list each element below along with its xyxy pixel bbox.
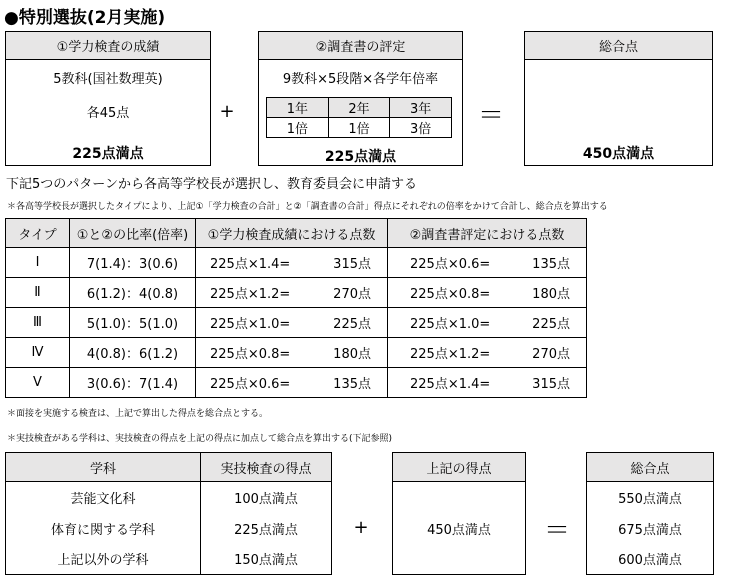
practical-score-cell: 150点満点	[201, 544, 332, 575]
academic-subjects-text: 5教科(国社数理英)	[53, 72, 163, 87]
grid-year-3: 3年	[390, 98, 452, 118]
calc-text: 225点×0.8=	[210, 347, 291, 362]
type-cell: Ⅴ	[6, 368, 70, 398]
table-row	[6, 248, 587, 278]
academic-score-cell	[196, 248, 388, 278]
academic-score-cell	[196, 368, 388, 398]
table-row	[6, 544, 332, 575]
academic-total-text: 225点満点	[72, 146, 144, 162]
score-text: 270点	[532, 347, 570, 362]
intro-text: 下記5つのパターンから各高等学校長が選択し、教育委員会に申請する	[6, 177, 418, 192]
above-score-table	[392, 452, 526, 575]
report-card-header: ②調査書の評定	[259, 32, 462, 60]
report-score-cell	[388, 308, 587, 338]
calc-text: 225点×0.8=	[410, 287, 491, 302]
score-text: 135点	[333, 377, 371, 392]
academic-test-header: ①学力検査の成績	[6, 32, 210, 60]
ratio-cell: 4(0.8)：6(1.2)	[70, 338, 196, 368]
plus-sign-lower: +	[353, 517, 369, 538]
ratio-header: ①と②の比率(倍率)	[70, 219, 196, 248]
calc-text: 225点×1.4=	[410, 377, 491, 392]
score-text: 225点	[532, 317, 570, 332]
report-score-header: ②調査書評定における点数	[388, 219, 587, 248]
table-row	[587, 482, 714, 513]
calc-text: 225点×1.0=	[210, 317, 291, 332]
report-score-cell	[388, 338, 587, 368]
score-text: 180点	[333, 347, 371, 362]
score-text: 225点	[333, 317, 371, 332]
calc-text: 225点×0.6=	[210, 377, 291, 392]
calc-text: 225点×1.0=	[410, 317, 491, 332]
grid-year-1: 1年	[267, 98, 329, 118]
above-score-cell: 450点満点	[393, 482, 526, 575]
score-text: 270点	[333, 287, 371, 302]
grid-year-2: 2年	[328, 98, 390, 118]
overall-score-header: 総合点	[525, 32, 712, 60]
ratio-cell: 7(1.4)：3(0.6)	[70, 248, 196, 278]
ratio-cell: 3(0.6)：7(1.4)	[70, 368, 196, 398]
report-card-formula-text: 9教科×5段階×各学年倍率	[282, 72, 439, 87]
type-header: タイプ	[6, 219, 70, 248]
report-score-cell	[388, 278, 587, 308]
academic-score-cell	[196, 308, 388, 338]
type-cell: Ⅰ	[6, 248, 70, 278]
note-type-selection: ＊各高等学校長が選択したタイプにより、上記①「学力検査の合計」と②「調査書の合計」得点にそれぞれの倍率をかけて合計し、総合点を算出する	[7, 202, 608, 212]
final-score-table	[586, 452, 714, 575]
note-practical-exam: ＊実技検査がある学科は、実技検査の得点を上記の得点に加点して総合点を算出する(下記参照)	[7, 434, 393, 444]
final-score-cell: 550点満点	[587, 482, 714, 513]
table-row	[587, 513, 714, 544]
practical-score-header: 実技検査の得点	[201, 453, 332, 482]
score-text: 315点	[333, 257, 371, 272]
calc-text: 225点×1.2=	[410, 347, 491, 362]
table-row	[6, 308, 587, 338]
academic-points-text: 各45点	[86, 106, 130, 121]
subject-cell: 体育に関する学科	[6, 513, 201, 544]
score-text: 315点	[532, 377, 570, 392]
table-row	[6, 338, 587, 368]
grade-multiplier-grid	[266, 97, 452, 138]
practical-score-cell: 100点満点	[201, 482, 332, 513]
table-row	[6, 368, 587, 398]
table-row	[6, 513, 332, 544]
page-title: ●特別選抜(2月実施)	[4, 8, 166, 28]
type-cell: Ⅳ	[6, 338, 70, 368]
calc-text: 225点×0.6=	[410, 257, 491, 272]
grid-multiplier-1: 1倍	[267, 118, 329, 138]
overall-total-text: 450点満点	[582, 146, 655, 162]
calc-text: 225点×1.2=	[210, 287, 291, 302]
subject-cell: 芸能文化科	[6, 482, 201, 513]
report-card-box	[258, 31, 463, 166]
type-table	[5, 218, 587, 398]
ratio-cell: 5(1.0)：5(1.0)	[70, 308, 196, 338]
subject-header: 学科	[6, 453, 201, 482]
report-score-cell	[388, 368, 587, 398]
calc-text: 225点×1.4=	[210, 257, 291, 272]
ratio-cell: 6(1.2)：4(0.8)	[70, 278, 196, 308]
score-text: 180点	[532, 287, 570, 302]
equals-sign-lower: ＝	[543, 516, 570, 546]
final-score-header: 総合点	[587, 453, 714, 482]
equals-sign: ＝	[477, 101, 504, 131]
grid-multiplier-3: 3倍	[390, 118, 452, 138]
above-score-header: 上記の得点	[393, 453, 526, 482]
score-text: 135点	[532, 257, 570, 272]
report-card-total-text: 225点満点	[324, 149, 397, 165]
final-score-cell: 600点満点	[587, 544, 714, 575]
report-score-cell	[388, 248, 587, 278]
note-interview: ＊面接を実施する検査は、上記で算出した得点を総合点とする。	[7, 409, 269, 419]
grid-multiplier-2: 1倍	[328, 118, 390, 138]
table-row	[6, 482, 332, 513]
practical-score-cell: 225点満点	[201, 513, 332, 544]
table-row	[6, 278, 587, 308]
type-cell: Ⅱ	[6, 278, 70, 308]
academic-test-box	[5, 31, 211, 166]
type-cell: Ⅲ	[6, 308, 70, 338]
final-score-cell: 675点満点	[587, 513, 714, 544]
overall-score-box	[524, 31, 713, 166]
academic-score-header: ①学力検査成績における点数	[196, 219, 388, 248]
subject-cell: 上記以外の学科	[6, 544, 201, 575]
table-row	[587, 544, 714, 575]
academic-score-cell	[196, 278, 388, 308]
practical-exam-table	[5, 452, 332, 575]
plus-sign: +	[219, 101, 235, 122]
academic-score-cell	[196, 338, 388, 368]
